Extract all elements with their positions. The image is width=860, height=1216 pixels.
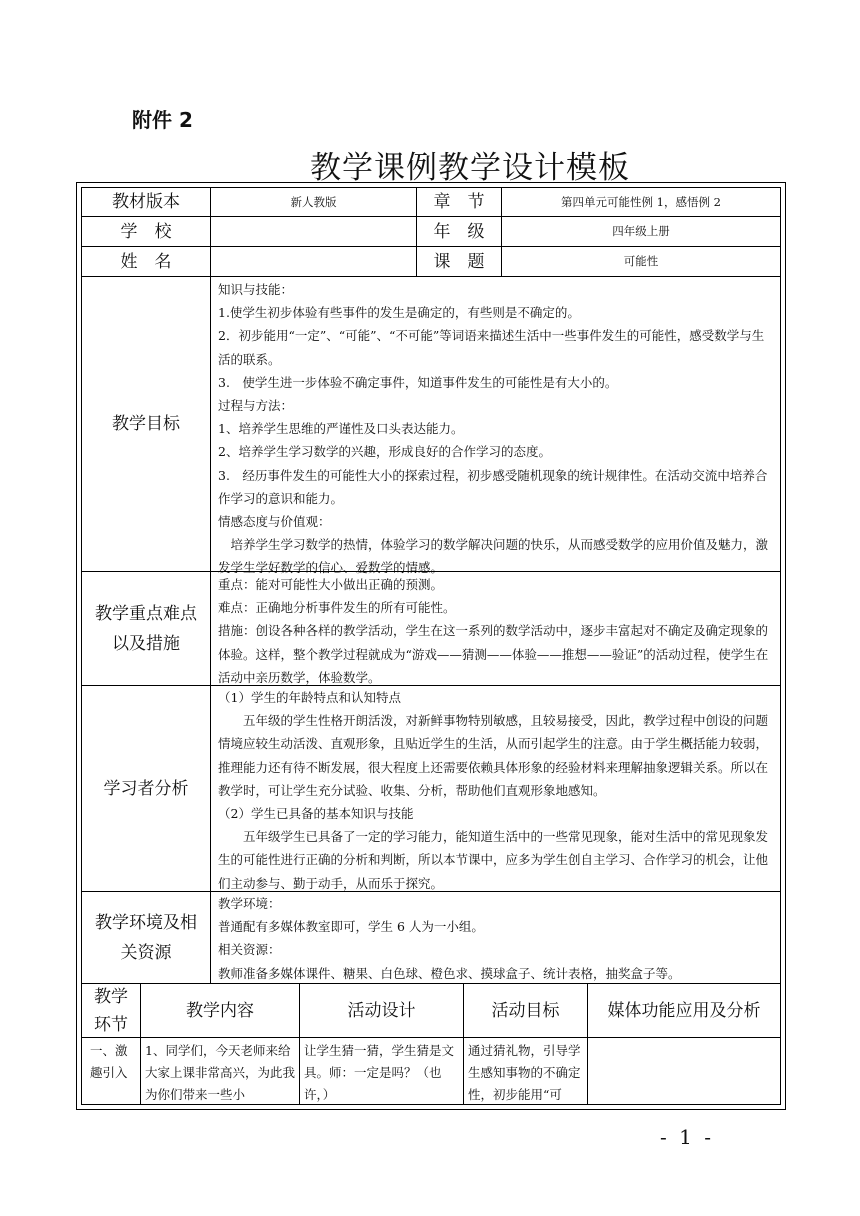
learner-content bbox=[210, 685, 781, 892]
learner-label: 学习者分析 bbox=[81, 685, 211, 892]
row-goal: 通过猜礼物，引导学生感知事物的不确定性，初步能用“可 bbox=[463, 1037, 588, 1105]
grade-label: 年 级 bbox=[416, 216, 502, 247]
keypoints-line: 措施：创设各种各样的教学活动，学生在这一系列的数学活动中，逐步丰富起对不确定及确定现象的体验。这样，整个教学过程就成为“游戏——猜测——体验——推想——验证”的活动过程，使学生在活动中亲历数学，体验数学。 bbox=[218, 623, 769, 685]
name-value bbox=[210, 246, 417, 277]
row-content: 1、同学们，今天老师来给大家上课非常高兴，为此我为你们带来一些小 bbox=[140, 1037, 300, 1105]
header-stage: 教学环节 bbox=[81, 983, 141, 1038]
environment-line: 教学环境： bbox=[218, 896, 281, 911]
objectives-line: 1.使学生初步体验有些事件的发生是确定的，有些则是不确定的。 bbox=[218, 305, 580, 321]
environment-line: 教师准备多媒体课件、糖果、白色球、橙色求、摸球盒子、统计表格，抽奖盒子等。 bbox=[218, 965, 681, 981]
environment-line: 普通配有多媒体教室即可，学生 6 人为一小组。 bbox=[218, 919, 484, 935]
school-value bbox=[210, 216, 417, 247]
row-stage: 一、激趣引入 bbox=[81, 1037, 141, 1105]
chapter-label: 章 节 bbox=[416, 187, 502, 217]
learner-paragraph-2: 五年级学生已具备了一定的学习能力，能知道生活中的一些常见现象，能对生活中的常见现象发生的可能性进行正确的分析和判断，所以本节课中，应多为学生创自主学习、合作学习的机会，让他们主动参与、勤于动手，从而乐于探究。 bbox=[218, 829, 769, 891]
page-number: - 1 - bbox=[660, 1125, 714, 1149]
keypoints-content bbox=[210, 571, 781, 686]
page-title: 教学课例教学设计模板 bbox=[310, 150, 630, 186]
objectives-line: 培养学生学习数学的热情，体验学习的数学解决问题的快乐，从而感受数学的应用价值及魅力，激发学生学好数学的信心、爱数学的情感。 bbox=[218, 537, 769, 576]
objectives-line: 3. 经历事件发生的可能性大小的探索过程，初步感受随机现象的统计规律性。在活动交流中培养合作学习的意识和能力。 bbox=[218, 467, 768, 506]
objectives-content bbox=[210, 276, 781, 576]
objectives-line: 3. 使学生进一步体验不确定事件，知道事件发生的可能性是有大小的。 bbox=[218, 374, 618, 390]
environment-label: 教学环境及相关资源 bbox=[81, 891, 211, 984]
keypoints-line: 重点：能对可能性大小做出正确的预测。 bbox=[218, 577, 444, 592]
objectives-label: 教学目标 bbox=[81, 276, 211, 572]
header-content: 教学内容 bbox=[140, 983, 300, 1038]
environment-line: 相关资源： bbox=[218, 942, 281, 958]
name-label: 姓 名 bbox=[81, 246, 211, 277]
learner-heading-2: （2）学生已具备的基本知识与技能 bbox=[218, 806, 414, 822]
keypoints-line: 难点：正确地分析事件发生的所有可能性。 bbox=[218, 600, 456, 616]
header-media: 媒体功能应用及分析 bbox=[587, 983, 781, 1038]
objectives-line: 知识与技能： bbox=[218, 282, 294, 297]
grade-value: 四年级上册 bbox=[501, 216, 781, 247]
objectives-line: 1、培养学生思维的严谨性及口头表达能力。 bbox=[218, 421, 464, 437]
keypoints-label: 教学重点难点以及措施 bbox=[81, 571, 211, 686]
learner-paragraph-1: 五年级的学生性格开朗活泼，对新鲜事物特别敏感，且较易接受，因此，教学过程中创设的问题情境应较生动活泼、直观形象，且贴近学生的生活，从而引起学生的注意。由于学生概括能力较弱，推理能力还有待不断发展，很大程度上还需要依赖具体形象的经验材料来理解抽象逻辑关系。所以在教学时，可让学生充分试验、收集、分析，帮助他们直观形象地感知。 bbox=[218, 713, 769, 798]
topic-value: 可能性 bbox=[501, 246, 781, 277]
school-label: 学 校 bbox=[81, 216, 211, 247]
attachment-label: 附件 2 bbox=[132, 108, 193, 132]
edition-label: 教材版本 bbox=[81, 187, 211, 217]
design-table bbox=[76, 182, 786, 1110]
row-design: 让学生猜一猜，学生猜是文具。师：一定是吗？（也许，） bbox=[299, 1037, 464, 1105]
topic-label: 课 题 bbox=[416, 246, 502, 277]
row-media bbox=[587, 1037, 781, 1105]
header-goal: 活动目标 bbox=[463, 983, 588, 1038]
chapter-value: 第四单元可能性例 1，感悟例 2 bbox=[501, 187, 781, 217]
learner-heading-1: （1）学生的年龄特点和认知特点 bbox=[218, 690, 401, 705]
objectives-line: 过程与方法： bbox=[218, 398, 294, 414]
objectives-line: 2．初步能用“一定”、“可能”、“不可能”等词语来描述生活中一些事件发生的可能性，感受数学与生活的联系。 bbox=[218, 328, 765, 367]
header-design: 活动设计 bbox=[299, 983, 464, 1038]
edition-value: 新人教版 bbox=[210, 187, 417, 217]
environment-content bbox=[210, 891, 781, 984]
objectives-line: 2、培养学生学习数学的兴趣，形成良好的合作学习的态度。 bbox=[218, 444, 551, 460]
objectives-line: 情感态度与价值观： bbox=[218, 514, 331, 530]
